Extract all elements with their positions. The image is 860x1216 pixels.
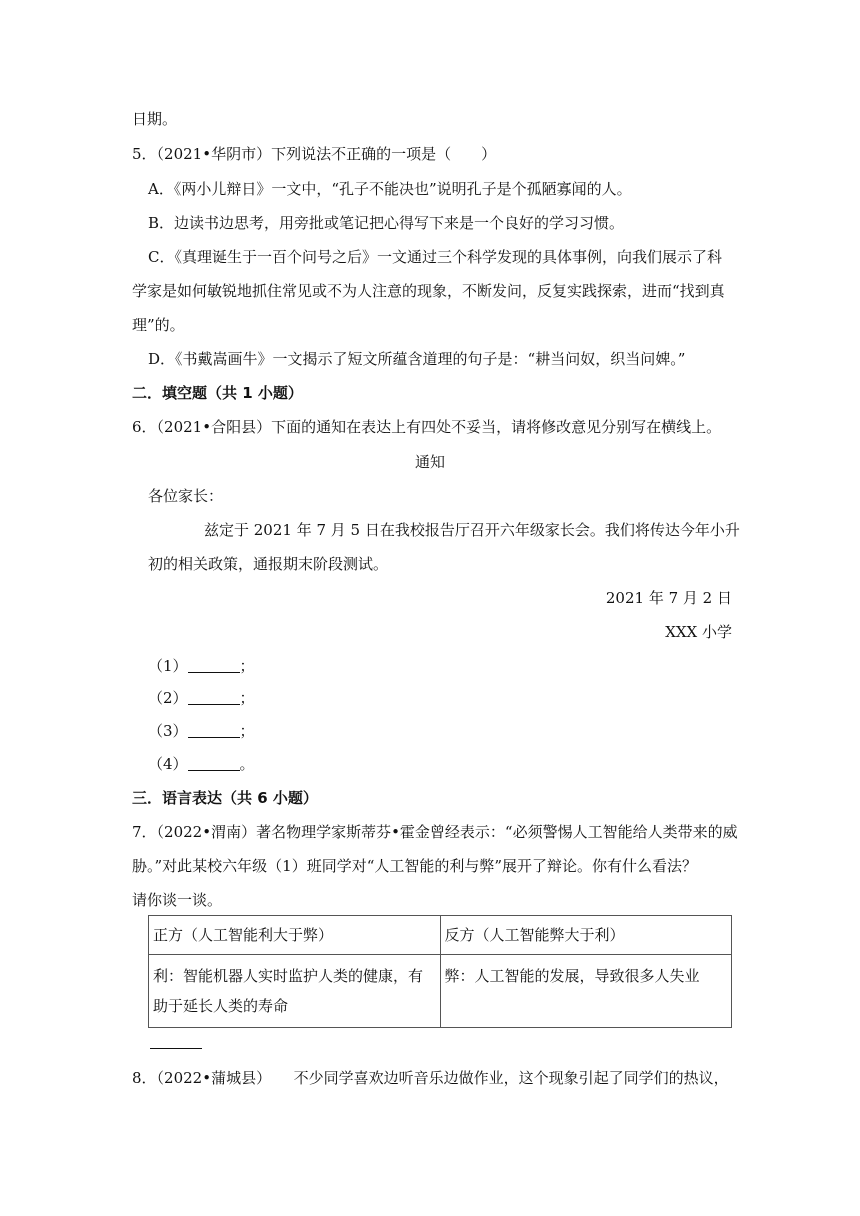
blank-line: [188, 721, 240, 738]
question-5-option-b: B．边读书边思考，用旁批或笔记把心得写下来是一个良好的学习习惯。: [148, 214, 625, 232]
blank-label: （4）: [148, 755, 188, 773]
table-cell-pro: 利：智能机器人实时监护人类的健康，有助于延长人类的寿命: [149, 955, 441, 1028]
question-5-option-c-line2: 学家是如何敏锐地抓住常见或不为人注意的现象，不断发问，反复实践探索，进而“找到真: [132, 282, 725, 300]
blank-end: 。: [239, 755, 255, 773]
question-5-option-c-line3: 理”的。: [132, 316, 185, 334]
answer-blank-line: [150, 1048, 202, 1049]
blank-line: [188, 754, 240, 771]
table-header-con: 反方（人工智能弊大于利）: [440, 916, 732, 955]
debate-table: [148, 915, 732, 1028]
table-row: [149, 955, 732, 1028]
blank-end: ；: [239, 689, 255, 707]
question-5-option-c-line1: C．《真理诞生于一百个问号之后》一文通过三个科学发现的具体事例，向我们展示了科: [148, 248, 722, 266]
question-8-stem: 8．（2022•蒲城县） 不少同学喜欢边听音乐边做作业，这个现象引起了同学们的热议，: [132, 1069, 729, 1087]
notice-title: 通知: [414, 453, 445, 471]
notice-signature: XXX 小学: [665, 623, 732, 641]
question-7-stem-line3: 请你谈一谈。: [132, 891, 223, 909]
notice-body-line1: 兹定于 2021 年 7 月 5 日在我校报告厅召开六年级家长会。我们将传达今年小升: [204, 521, 740, 539]
blank-end: ；: [239, 657, 255, 675]
section-heading-language: 三．语言表达（共 6 小题）: [132, 789, 318, 807]
question-5-option-d: D．《书戴嵩画牛》一文揭示了短文所蕴含道理的句子是：“耕当问奴，织当问婢。”: [148, 350, 686, 368]
notice-date: 2021 年 7 月 2 日: [605, 589, 732, 607]
question-7-stem-line1: 7．（2022•渭南）著名物理学家斯蒂芬•霍金曾经表示：“必须警惕人工智能给人类带来的威: [132, 823, 738, 841]
table-header-pro: 正方（人工智能利大于弊）: [149, 916, 441, 955]
answer-blank-1: [148, 655, 255, 677]
notice-greeting: 各位家长：: [148, 487, 224, 505]
section-heading-fill-in: 二．填空题（共 1 小题）: [132, 384, 303, 402]
answer-blank-3: [148, 720, 255, 742]
question-5-stem: 5．（2021•华阴市）下列说法不正确的一项是（ ）: [132, 145, 497, 163]
answer-blank-2: [148, 687, 255, 709]
table-header-row: [149, 916, 732, 955]
answer-blank-4: [148, 753, 255, 775]
notice-body-line2: 初的相关政策，通报期末阶段测试。: [148, 555, 389, 573]
continued-text: 日期。: [132, 110, 178, 128]
table-cell-con: 弊：人工智能的发展，导致很多人失业: [440, 955, 732, 1028]
blank-end: ；: [239, 722, 255, 740]
blank-line: [188, 656, 240, 673]
question-6-stem: 6．（2021•合阳县）下面的通知在表达上有四处不妥当，请将修改意见分别写在横线上。: [132, 418, 722, 436]
blank-line: [188, 688, 240, 705]
question-7-stem-line2: 胁。”对此某校六年级（1）班同学对“人工智能的利与弊”展开了辩论。你有什么看法？: [132, 857, 698, 875]
blank-label: （1）: [148, 657, 188, 675]
blank-label: （2）: [148, 689, 188, 707]
question-5-option-a: A．《两小儿辩日》一文中，“孔子不能决也”说明孔子是个孤陋寡闻的人。: [148, 180, 632, 198]
blank-label: （3）: [148, 722, 188, 740]
